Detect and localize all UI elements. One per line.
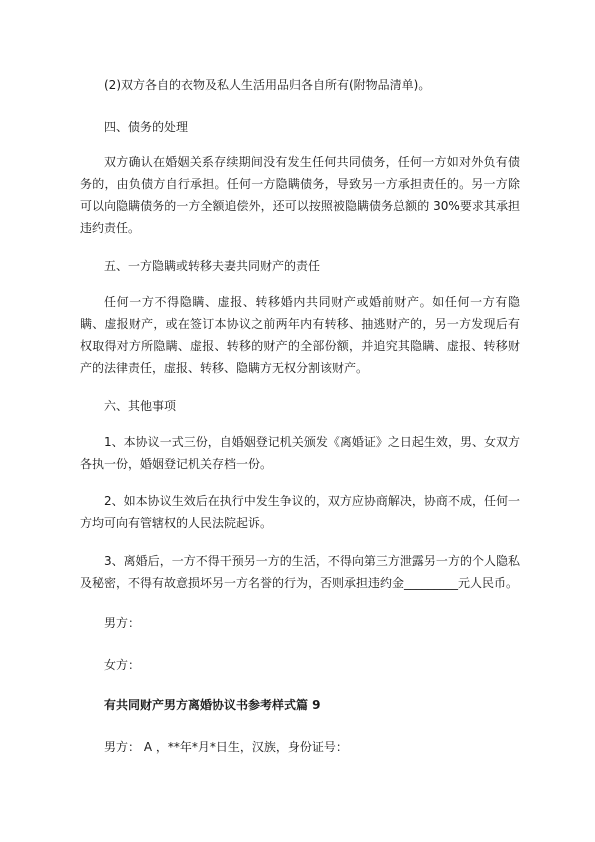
section-5-title: 五、一方隐瞒或转移夫妻共同财产的责任: [104, 259, 321, 273]
section-6-title: 六、其他事项: [104, 399, 177, 413]
next-agreement-title: 有共同财产男方离婚协议书参考样式篇 9: [104, 698, 321, 712]
item-2-clothing: (2)双方各自的衣物及私人生活用品归各自所有(附物品清单)。: [104, 78, 431, 92]
section-5-body: 任何一方不得隐瞒、虚报、转移婚内共同财产或婚前财产。如任何一方有隐瞒、虚报财产，或在签订本协议之前两年内有转移、抽逃财产的，另一方发现后有权取得对方所隐瞒、虚报、转移的财产的全部份额，并追究其隐瞒、虚报、转移财产的法律责任，虚报、转移、隐瞒方无权分割该财产。: [80, 295, 520, 375]
section-6-item-2: 2、如本协议生效后在执行中发生争议的，双方应协商解决，协商不成，任何一方均可向有管辖权的人民法院起诉。: [80, 494, 520, 530]
section-6-item-1: 1、本协议一式三份，自婚姻登记机关颁发《离婚证》之日起生效，男、女双方各执一份，婚姻登记机关存档一份。: [80, 435, 520, 471]
male-signature-label: 男方：: [104, 616, 141, 630]
section-4-title: 四、债务的处理: [104, 120, 189, 134]
section-6-item-3: 3、离婚后，一方不得干预另一方的生活，不得向第三方泄露另一方的个人隐私及秘密，不得有故意损坏另一方名誉的行为，否则承担违约金_________元人民币。: [80, 554, 520, 590]
section-4-body: 双方确认在婚姻关系存续期间没有发生任何共同债务，任何一方如对外负有债务的，由负债方自行承担。任何一方隐瞒债务，导致另一方承担责任的。另一方除可以向隐瞒债务的一方全额追偿外，还可以按照被隐瞒债务总额的 30%要求其承担违约责任。: [80, 155, 520, 235]
next-agreement-male-line: 男方： A ，**年*月*日生，汉族，身份证号：: [104, 740, 348, 754]
female-signature-label: 女方：: [104, 658, 141, 672]
